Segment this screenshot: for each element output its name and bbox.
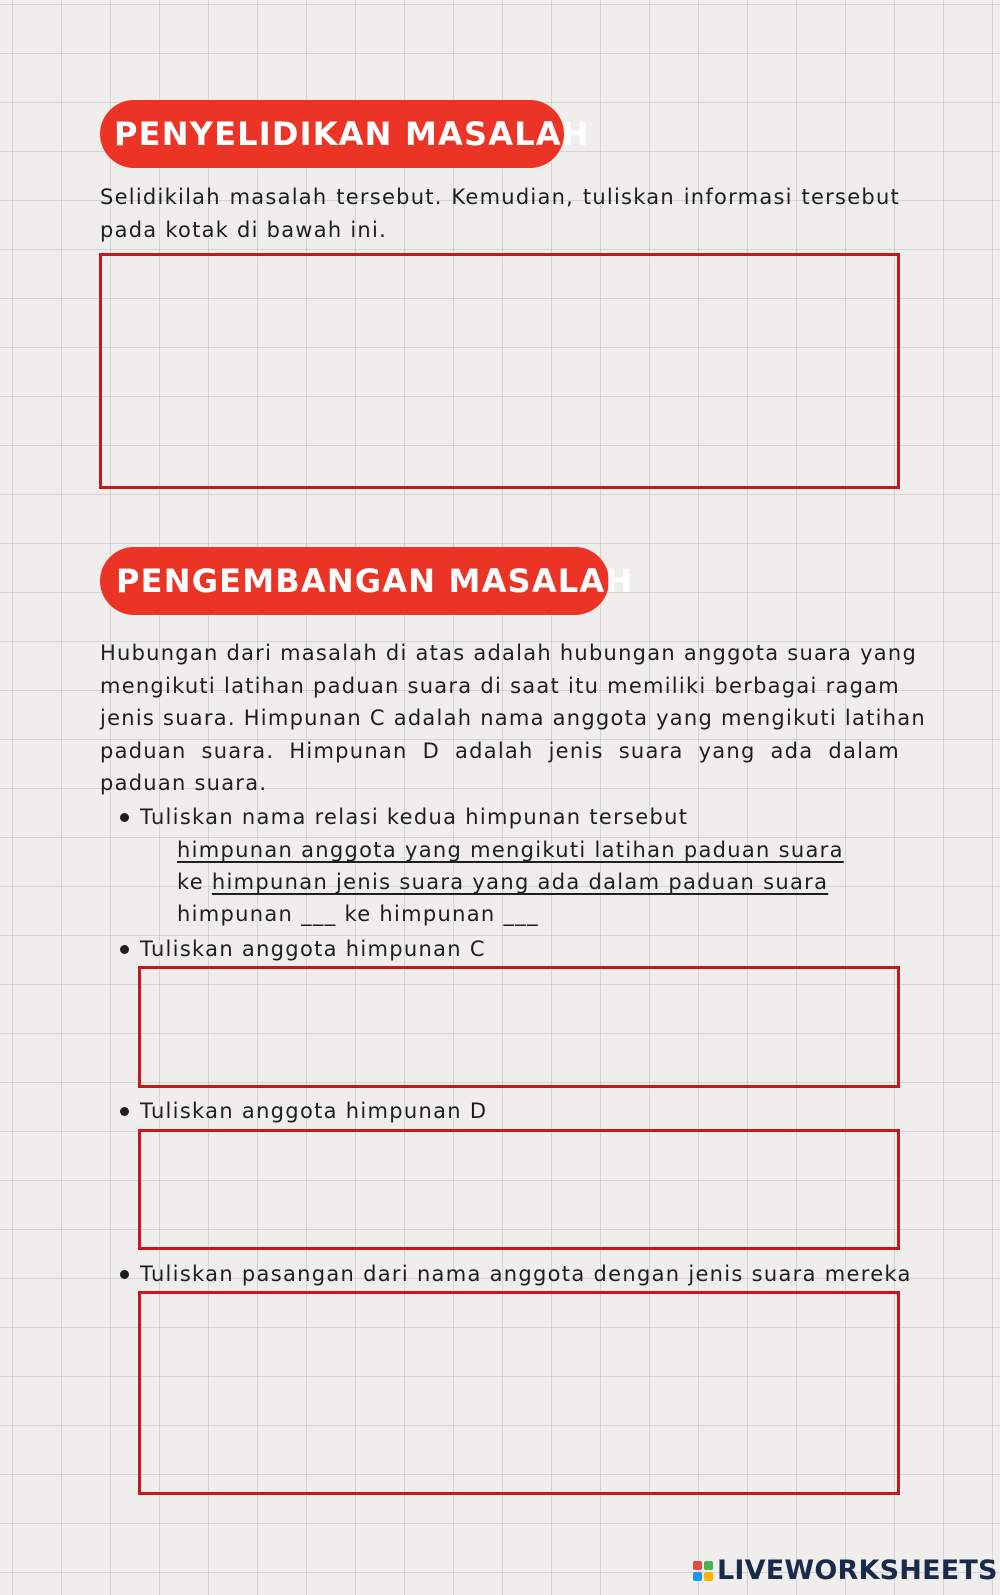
logo-square: [704, 1561, 713, 1570]
answer-box-set-c[interactable]: [138, 966, 900, 1088]
answer-box-set-d[interactable]: [138, 1129, 900, 1250]
bullet-pairs: Tuliskan pasangan dari nama anggota dengan jenis suara mereka: [140, 1262, 912, 1286]
section-title-penyelidikan: PENYELIDIKAN MASALAH: [100, 100, 564, 168]
section-title-pengembangan: PENGEMBANGAN MASALAH: [100, 547, 609, 615]
liveworksheets-logo: [693, 1555, 998, 1586]
logo-mark-icon: [693, 1561, 713, 1581]
relation-codomain: himpunan jenis suara yang ada dalam paduan suara: [211, 870, 829, 894]
section1-instruction: [100, 181, 900, 246]
answer-box-pairs[interactable]: [138, 1291, 900, 1495]
paragraph-line: jenis suara. Himpunan C adalah nama anggota yang mengikuti latihan: [100, 706, 926, 730]
paragraph-line: paduan suara. Himpunan D adalah jenis suara yang ada dalam: [100, 738, 900, 763]
bullet-dot: [120, 1107, 129, 1116]
bullet-dot: [120, 813, 129, 822]
paragraph-line: Hubungan dari masalah di atas adalah hubungan anggota suara yang: [100, 641, 918, 665]
logo-square: [693, 1561, 702, 1570]
bullet-members-c: Tuliskan anggota himpunan C: [140, 937, 486, 961]
relation-domain: himpunan anggota yang mengikuti latihan paduan suara: [177, 838, 844, 862]
bullet-members-d: Tuliskan anggota himpunan D: [140, 1099, 488, 1123]
relation-line-2: [177, 866, 828, 899]
logo-square: [693, 1572, 702, 1581]
relation-fill-in: himpunan ___ ke himpunan ___: [177, 902, 539, 926]
section2-paragraph: [100, 637, 926, 800]
bullet-relation-name: Tuliskan nama relasi kedua himpunan tersebut: [140, 805, 689, 829]
instruction-line: pada kotak di bawah ini.: [100, 217, 387, 242]
instruction-line: Selidikilah masalah tersebut. Kemudian, tuliskan informasi tersebut: [100, 185, 900, 209]
relation-prefix: ke: [177, 870, 204, 894]
answer-box-investigation[interactable]: [99, 253, 900, 489]
bullet-dot: [120, 1270, 129, 1279]
bullet-dot: [120, 945, 129, 954]
paragraph-line: mengikuti latihan paduan suara di saat itu memiliki berbagai ragam: [100, 673, 900, 698]
logo-square: [704, 1572, 713, 1581]
paragraph-line: paduan suara.: [100, 771, 268, 795]
logo-brand-text: LIVEWORKSHEETS: [717, 1555, 998, 1586]
